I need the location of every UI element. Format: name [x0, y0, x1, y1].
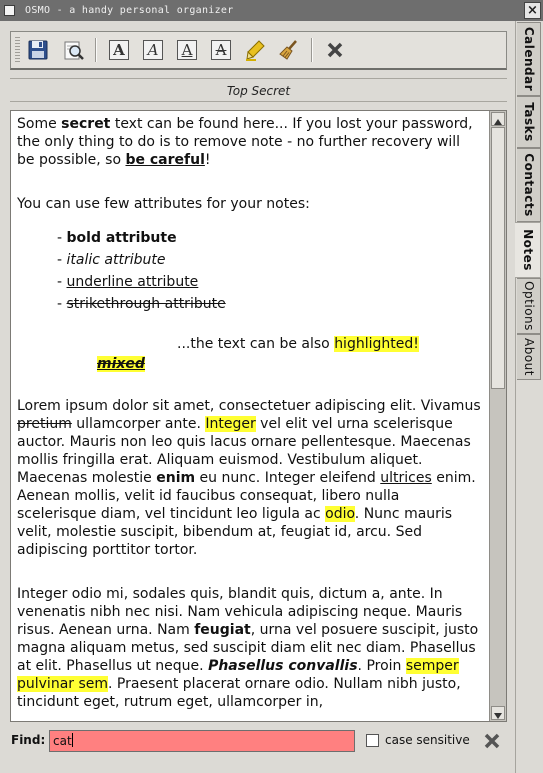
find-input-value: cat: [53, 734, 72, 748]
scrollbar-thumb[interactable]: [491, 127, 505, 389]
bold-icon: A: [109, 40, 129, 60]
case-sensitive-label[interactable]: case sensitive: [385, 733, 470, 747]
magnifier-icon: [63, 39, 85, 61]
find-button[interactable]: [62, 38, 86, 62]
scroll-down-button[interactable]: [491, 706, 505, 720]
vertical-scrollbar[interactable]: [489, 111, 506, 721]
mixed-text: mixed: [97, 356, 145, 372]
note-title: Top Secret: [10, 78, 507, 102]
window-close-button[interactable]: ×: [524, 2, 541, 19]
highlight-button[interactable]: [243, 38, 267, 62]
highlight-line: ...the text can be also highlighted!: [177, 336, 419, 352]
window-menu-icon[interactable]: [4, 5, 15, 16]
find-input[interactable]: [49, 730, 355, 752]
note-paragraph: Integer odio mi, sodales quis, blandit quis, dictum a, ante. In venenatis nibh nec nisi. Nam vehicula adipiscing neque. Mauris risus. Aenean urna. Nam feugiat, urna vel posuere suscipit, justo magna aliquam metus, sed suscipit diam elit nec diam. Phasellus at elit. Phasellus ut neque. Phasellus convallis. Proin semper pulvinar sem. Praesent placerat ornare odio. Nullam nibh justo, tincidunt eget, rutrum eget, ullamcorper in,: [17, 586, 479, 710]
underline-button[interactable]: [175, 38, 199, 62]
scroll-up-button[interactable]: [491, 112, 505, 126]
find-bar: [0, 727, 515, 757]
underline-icon: A: [177, 40, 197, 60]
highlighter-pen-icon: [244, 39, 266, 61]
broom-icon: [278, 39, 300, 61]
note-editor[interactable]: [10, 110, 507, 722]
list-item-bold: - bold attribute: [57, 230, 177, 246]
find-close-button[interactable]: [479, 728, 505, 754]
toolbar-separator: [311, 38, 313, 62]
save-button[interactable]: [26, 38, 50, 62]
tab-about[interactable]: About: [517, 334, 541, 380]
tab-contacts[interactable]: Contacts: [517, 148, 541, 222]
floppy-disk-icon: [27, 39, 49, 61]
strikethrough-button[interactable]: [209, 38, 233, 62]
italic-button[interactable]: [141, 38, 165, 62]
note-paragraph: Some secret text can be found here... If you lost your password, the only thing to do is to remove note - no further recovery will be possible, so be careful!: [17, 116, 473, 168]
toolbar-grip-handle[interactable]: [15, 37, 20, 63]
list-item-underline: - underline attribute: [57, 274, 199, 290]
tab-options[interactable]: Options: [517, 278, 541, 334]
close-icon: [482, 731, 502, 751]
title-bar[interactable]: [0, 0, 543, 21]
tab-notes[interactable]: Notes: [515, 222, 541, 278]
toolbar: [10, 31, 507, 70]
note-text-content[interactable]: [17, 115, 481, 711]
toolbar-separator: [95, 38, 97, 62]
window-title: OSMO - a handy personal organizer: [25, 5, 234, 16]
list-item-italic: - italic attribute: [57, 252, 166, 268]
strikethrough-icon: A: [211, 40, 231, 60]
list-item-strikethrough: - strikethrough attribute: [57, 296, 226, 312]
close-icon: [324, 39, 346, 61]
bold-button[interactable]: [107, 38, 131, 62]
case-sensitive-checkbox[interactable]: [366, 734, 379, 747]
attribute-list: [17, 227, 481, 315]
tab-calendar[interactable]: Calendar: [517, 22, 541, 96]
note-paragraph: You can use few attributes for your notes:: [17, 196, 310, 212]
tab-tasks[interactable]: Tasks: [517, 96, 541, 148]
find-label: Find:: [11, 733, 46, 747]
close-note-button[interactable]: [323, 38, 347, 62]
clear-formatting-button[interactable]: [277, 38, 301, 62]
arrow-down-icon: [492, 710, 504, 722]
italic-icon: A: [143, 40, 163, 60]
note-paragraph: Lorem ipsum dolor sit amet, consectetuer adipiscing elit. Vivamus pretium ullamcorper ante. Integer vel elit vel urna scelerisque auctor. Mauris non leo quis lacus ornare pellentesque. Maecenas mollis fringilla erat. Aliquam euismod. Vestibulum aliquet. Maecenas molestie enim eu nunc. Integer eleifend ultrices enim. Aenean mollis, velit id faucibus consequat, libero nulla scelerisque diam, vel tincidunt leo ligula ac odio. Nunc mauris velit, molestie suscipit, bibendum at, feugiat id, arcu. Sed adipiscing porttitor tortor.: [17, 398, 481, 558]
